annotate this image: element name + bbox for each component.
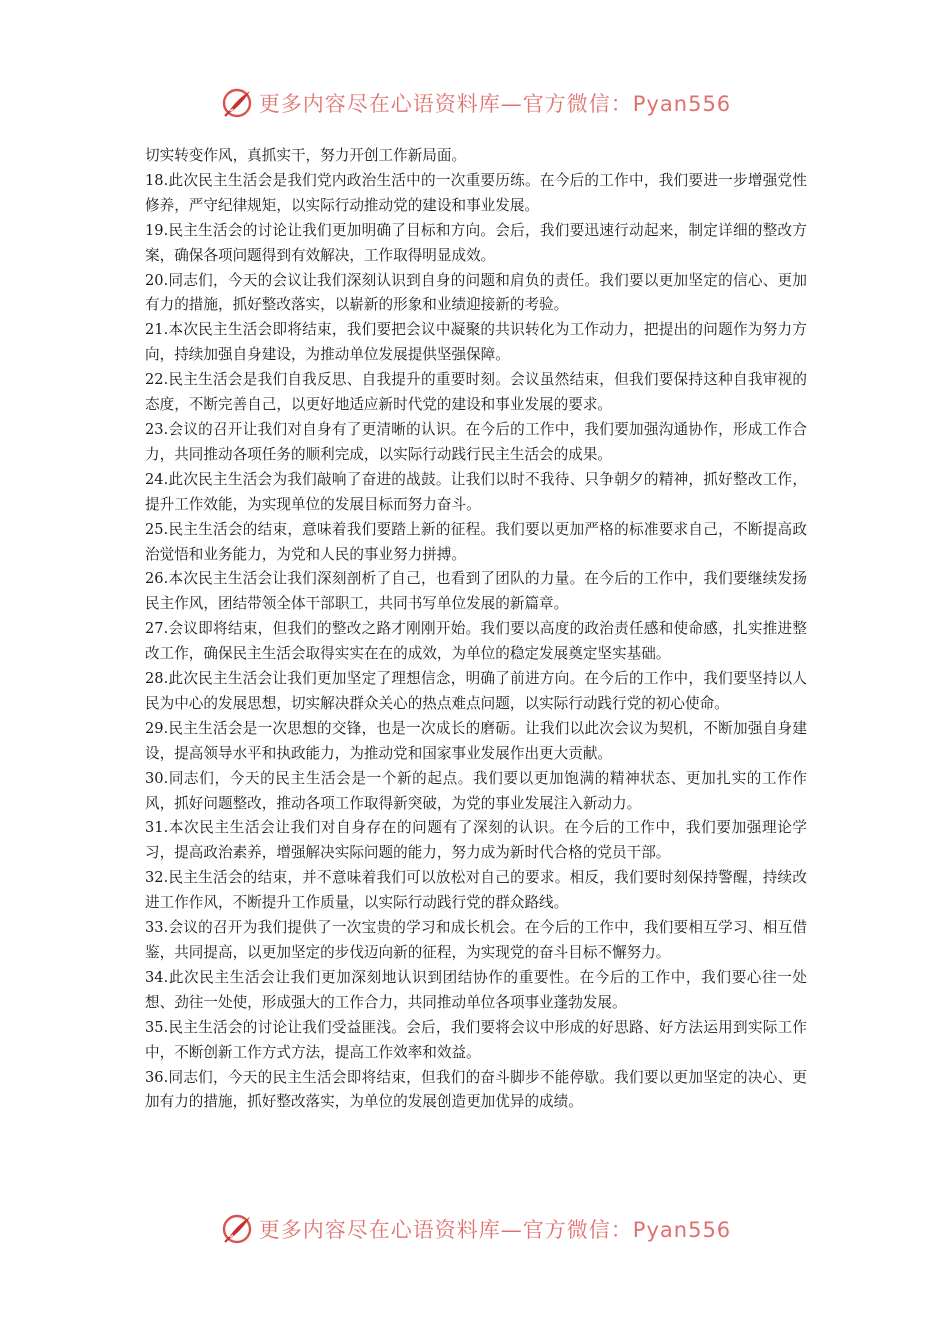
paragraph: 36.同志们，今天的民主生活会即将结束，但我们的奋斗脚步不能停歇。我们要以更加坚定的决心、更加有力的措施，抓好整改落实，为单位的发展创造更加优异的成绩。: [145, 1068, 807, 1111]
paragraph: 22.民主生活会是我们自我反思、自我提升的重要时刻。会议虽然结束，但我们要保持这种自我审视的态度，不断完善自己，以更好地适应新时代党的建设和事业发展的要求。: [145, 371, 807, 414]
paragraph: 18.此次民主生活会是我们党内政治生活中的一次重要历练。在今后的工作中，我们要进一步增强党性修养，严守纪律规矩，以实际行动推动党的建设和事业发展。: [145, 171, 807, 214]
paragraph: 切实转变作风，真抓实干，努力开创工作新局面。: [145, 147, 467, 164]
paragraph: 28.此次民主生活会让我们更加坚定了理想信念，明确了前进方向。在今后的工作中，我们要坚持以人民为中心的发展思想，切实解决群众关心的热点难点问题，以实际行动践行党的初心使命。: [145, 670, 807, 712]
paragraph: 30.同志们，今天的民主生活会是一个新的起点。我们要以更加饱满的精神状态、更加扎实的工作作风，抓好问题整改，推动各项工作取得新突破，为党的事业发展注入新动力。: [145, 769, 807, 812]
paragraph: 33.会议的召开为我们提供了一次宝贵的学习和成长机会。在今后的工作中，我们要相互学习、相互借鉴，共同提高，以更加坚定的步伐迈向新的征程，为实现党的奋斗目标不懈努力。: [145, 919, 807, 961]
paragraph: 27.会议即将结束，但我们的整改之路才刚刚开始。我们要以高度的政治责任感和使命感，扎实推进整改工作，确保民主生活会取得实实在在的成效，为单位的稳定发展奠定坚实基础。: [145, 620, 807, 663]
pen-quill-circle-icon: [219, 85, 255, 121]
header-banner: [0, 80, 950, 126]
paragraph: 24.此次民主生活会为我们敲响了奋进的战鼓。让我们以时不我待、只争朝夕的精神，抓好整改工作，提升工作效能，为实现单位的发展目标而努力奋斗。: [145, 470, 807, 513]
footer-banner-text: 更多内容尽在心语资料库—官方微信：Pyan556: [258, 1218, 732, 1242]
paragraph: 19.民主生活会的讨论让我们更加明确了目标和方向。会后，我们要迅速行动起来，制定详细的整改方案，确保各项问题得到有效解决，工作取得明显成效。: [145, 221, 807, 264]
paragraph: 35.民主生活会的讨论让我们受益匪浅。会后，我们要将会议中形成的好思路、好方法运用到实际工作中，不断创新工作方式方法，提高工作效率和效益。: [145, 1018, 807, 1061]
document-body: [145, 144, 807, 1115]
paragraph: 29.民主生活会是一次思想的交锋，也是一次成长的磨砺。让我们以此次会议为契机，不断加强自身建设，提高领导水平和执政能力，为推动党和国家事业发展作出更大贡献。: [145, 719, 807, 762]
paragraph: 34.此次民主生活会让我们更加深刻地认识到团结协作的重要性。在今后的工作中，我们要心往一处想、劲往一处使，形成强大的工作合力，共同推动单位各项事业蓬勃发展。: [145, 968, 807, 1011]
paragraph: 20.同志们，今天的会议让我们深刻认识到自身的问题和肩负的责任。我们要以更加坚定的信心、更加有力的措施，抓好整改落实，以崭新的形象和业绩迎接新的考验。: [145, 271, 807, 314]
footer-banner: [0, 1206, 950, 1252]
paragraph: 23.会议的召开让我们对自身有了更清晰的认识。在今后的工作中，我们要加强沟通协作，形成工作合力，共同推动各项任务的顺利完成，以实际行动践行民主生活会的成果。: [145, 420, 807, 463]
paragraph: 32.民主生活会的结束，并不意味着我们可以放松对自己的要求。相反，我们要时刻保持警醒，持续改进工作作风，不断提升工作质量，以实际行动践行党的群众路线。: [145, 869, 807, 912]
paragraph: 25.民主生活会的结束，意味着我们要踏上新的征程。我们要以更加严格的标准要求自己，不断提高政治觉悟和业务能力，为党和人民的事业努力拼搏。: [145, 520, 807, 563]
paragraph: 21.本次民主生活会即将结束，我们要把会议中凝聚的共识转化为工作动力，把提出的问题作为努力方向，持续加强自身建设，为推动单位发展提供坚强保障。: [145, 321, 807, 364]
pen-quill-circle-icon: [219, 1211, 255, 1247]
paragraph: 26.本次民主生活会让我们深刻剖析了自己，也看到了团队的力量。在今后的工作中，我们要继续发扬民主作风，团结带领全体干部职工，共同书写单位发展的新篇章。: [145, 570, 807, 613]
paragraph: 31.本次民主生活会让我们对自身存在的问题有了深刻的认识。在今后的工作中，我们要加强理论学习，提高政治素养，增强解决实际问题的能力，努力成为新时代合格的党员干部。: [145, 819, 807, 862]
header-banner-text: 更多内容尽在心语资料库—官方微信：Pyan556: [258, 92, 732, 116]
